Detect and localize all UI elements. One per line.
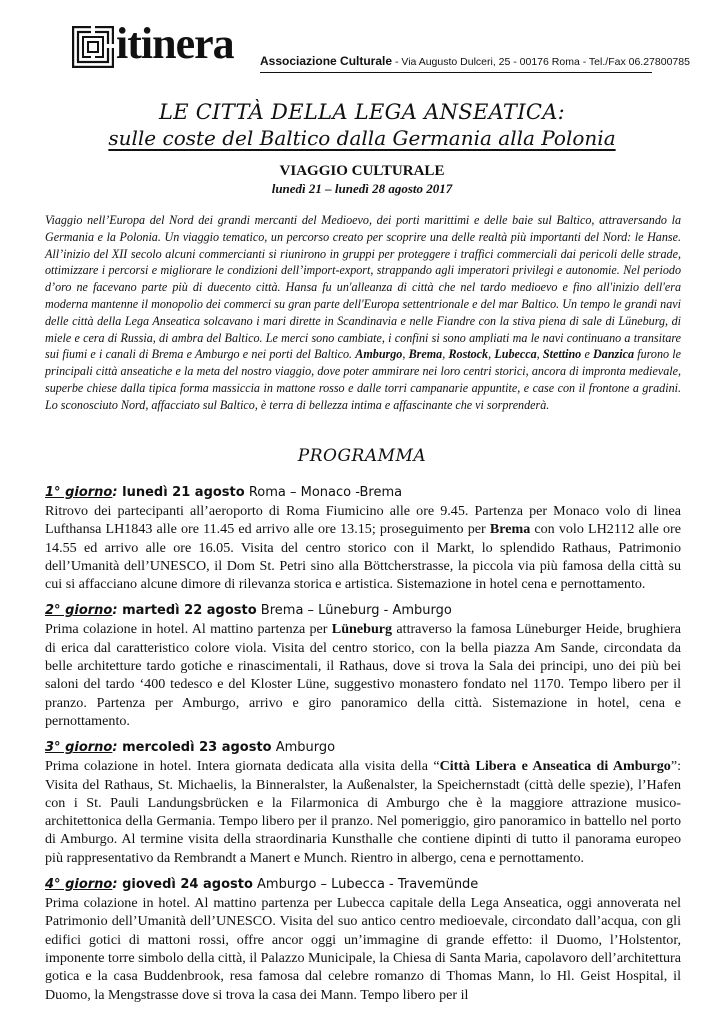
day-description <box>45 502 681 593</box>
day-highlight: Città Libera e Anseatica di Amburgo <box>439 758 671 775</box>
day-description <box>45 757 681 867</box>
day-route: Amburgo <box>271 740 336 756</box>
association-name: Associazione Culturale <box>260 54 393 68</box>
day-heading <box>45 739 681 757</box>
day-description <box>45 894 681 1004</box>
day-text: ”: Visita del Rathaus, St. Michaelis, la Binneralster, la Außenalster, la Speichernstadt (città delle spezie), l’Hafen con i St. Pauli Landungsbrücken e la Filarmonica di Amburgo che è la maggiore attrazione musico-architettonica della Germania. Tempo libero per il pranzo. Nel pomeriggio, giro panoramico in battello nel porto di Amburgo. Al termine visita della straordinaria Kunsthalle che contiene dipinti di tutto il panorama europeo più rappresentativo da Rembrandt a Manert e Munch. Rientro in albergo, cena e pernottamento. <box>45 758 681 866</box>
city-name: Stettino <box>542 347 582 362</box>
day-heading <box>45 876 681 894</box>
day-text: Prima colazione in hotel. Intera giornata dedicata alla visita della “ <box>45 758 440 775</box>
city-name: Danzica <box>593 347 635 362</box>
day-text: Prima colazione in hotel. Al mattino partenza per Lubecca capitale della Lega Anseatica, oggi annoverata nel Patrimonio dell’Umanità dell’UNESCO. Visita del suo antico centro medioevale, circondato dall’acqua, con gli edifici gotici di mattoni rossi, offre ancor oggi un’immagine di grande effetto: il Duomo, l’Holstentor, imponente torre simbolo della città, il Palazzo Municipale, la Chiesa di Santa Maria, capolavoro dell’architettura gotica e la casa Buddenbrook, resa famosa dal celebre romanzo di Thomas Mann, lo Hl. Geist Hospital, il Duomo, la Mengstrasse dove si trova la casa dei Mann. Tempo libero per il <box>45 895 681 1003</box>
separator: e <box>581 347 594 362</box>
day-heading <box>45 484 681 502</box>
day-number: 3° giorno: <box>45 740 123 756</box>
day-date: martedì 22 agosto <box>122 603 257 619</box>
separator: , <box>442 347 449 362</box>
logo-wordmark: itinera <box>116 19 234 68</box>
day-route: Brema – Lüneburg - Amburgo <box>256 603 452 619</box>
trip-type: VIAGGIO CULTURALE <box>279 163 445 179</box>
day-date: giovedì 24 agosto <box>122 877 253 893</box>
day-section <box>45 876 681 1004</box>
day-date: mercoledì 23 agosto <box>122 740 272 756</box>
day-text: con volo LH2112 alle ore 14.55 ed arrivo alle ore 16.05. Visita del centro storico con il Markt, lo splendido Rathaus, Patrimonio dell’Umanità dell’UNESCO, il Dom St. Petri sino alla Böttcherstrasse, la piccola via più famosa della città su cui si affacciano alcune dimore di rilevanza storica e artistica. Sistemazione in hotel cena e pernottamento. <box>45 521 681 593</box>
header-rule <box>260 72 652 73</box>
day-number-label: 1° giorno <box>45 485 113 500</box>
separator: , <box>536 347 543 362</box>
trip-dates: lunedì 21 – lunedì 28 agosto 2017 <box>271 181 453 196</box>
day-number-label: 3° giorno <box>45 740 113 756</box>
program-days <box>45 484 681 1013</box>
day-number-label: 4° giorno <box>45 877 113 893</box>
day-heading <box>45 602 681 620</box>
city-name: Amburgo <box>355 347 403 362</box>
day-route: Amburgo – Lubecca - Travemünde <box>252 877 479 893</box>
day-text: attraverso la famosa Lüneburger Heide, brughiera di erica dal caratteristico colore viola. Visita del centro storico, con la bella piazza Am Sande, circondata da belle architetture tardo gotiche e rinascimentali, il Rathaus, dove si trova la Sala dei principi, uno dei più bei saloni del tardo ‘400 tedesco e del Kloster Lüne, suggestivo monastero fondato nel 1170. Tempo libero per il pranzo. Partenza per Amburgo, arrivo e giro panoramico della città. Sistemazione in hotel, cena e pernottamento. <box>45 621 681 729</box>
city-name: Lubecca <box>494 347 537 362</box>
association-line <box>260 54 690 68</box>
day-text: Ritrovo dei partecipanti all’aeroporto di Roma Fiumicino alle ore 9.45. Partenza per Monaco volo di linea Lufthansa LH1843 alle ore 11.45 ed arrivo alle ore 13.15; proseguimento per <box>45 503 681 538</box>
letterhead <box>72 19 690 82</box>
day-text: Prima colazione in hotel. Al mattino partenza per <box>45 621 332 638</box>
intro-text: Viaggio nell’Europa del Nord dei grandi mercanti del Medioevo, dei porti marittimi e delle baie sul Baltico, attraversando la Germania e la Polonia. Un viaggio tematico, un percorso creato per scoprire una delle realtà più importanti del Nord: le Hanse. All’inizio del XII secolo alcuni commercianti si riunirono in gruppi per proteggere i traffici commerciali dai pericoli delle strade, ottimizzare i percorsi e migliorare le condizioni dell’import-export, strappando agli imperatori privilegi e autonomie. Nel periodo d’oro ne facevano parte più di duecento città. Hansa fu un'alleanza di città che nel tardo medioevo e fino all'inizio dell'era moderna mantenne il monopolio dei commerci su gran parte dell'Europa settentrionale e del mar Baltico. Un tempo le grandi navi delle città della Lega Anseatica solcavano i mari dirette in Scandinavia e nelle Fiandre con la stiva piena di sale di Lüneburg, di miele e cera di Russia, di ambra del Baltico. Le merci sono cambiate, i confini si sono ampliati ma le navi continuano a transitare sui fiumi e i canali di Brema e Amburgo e nei porti del Baltico. <box>45 213 681 362</box>
association-address: - Via Augusto Dulceri, 25 - 00176 Roma - Tel./Fax 06.27800785 <box>392 56 690 68</box>
labyrinth-logo-icon <box>72 26 114 68</box>
intro-text-after: furono le principali città anseatiche e la meta del nostro viaggio, dove poter ammirare nei loro centri storici, ancora di impronta medievale, superbe chiese dalla tipica forma massiccia in mattone rosso e dalle torri campanarie appuntite, e case con il frontone a gradini. Lo sconosciuto Nord, affacciato sul Baltico, è terra di bellezza intima e affascinante che vi sorprenderà. <box>45 347 682 412</box>
day-number: 2° giorno: <box>45 603 123 619</box>
city-name: Rostock <box>448 347 489 362</box>
day-route: Roma – Monaco -Brema <box>244 485 403 500</box>
day-highlight: Brema <box>489 521 531 538</box>
day-highlight: Lüneburg <box>331 621 393 638</box>
day-number: 4° giorno: <box>45 877 123 893</box>
day-section <box>45 484 681 593</box>
day-section <box>45 602 681 730</box>
day-date: lunedì 21 agosto <box>122 485 245 500</box>
day-number: 1° giorno: <box>45 485 123 500</box>
intro-paragraph <box>45 212 681 414</box>
trip-title: LE CITTÀ DELLA LEGA ANSEATICA: <box>158 100 566 124</box>
program-heading: PROGRAMMA <box>297 446 427 466</box>
day-number-label: 2° giorno <box>45 603 113 619</box>
separator: , <box>488 347 495 362</box>
day-section <box>45 739 681 867</box>
separator: , <box>402 347 409 362</box>
trip-subtitle: sulle coste del Baltico dalla Germania alla Polonia <box>108 126 616 150</box>
day-description <box>45 620 681 730</box>
city-name: Brema <box>408 347 443 362</box>
